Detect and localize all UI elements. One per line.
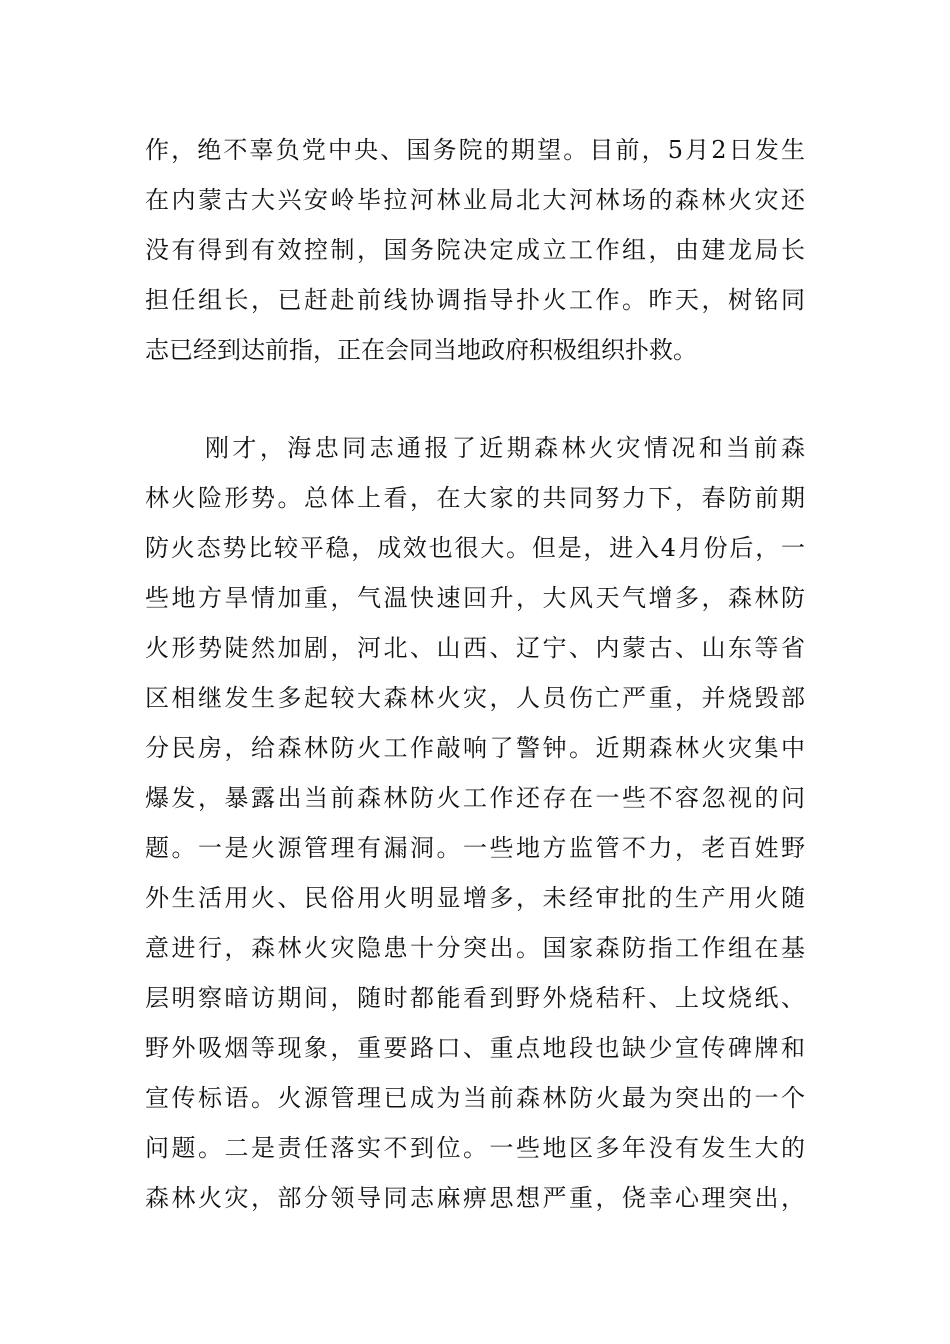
paragraph-line: 林火险形势。总体上看，在大家的共同努力下，春防前期 <box>145 484 805 512</box>
paragraph-line: 意进行，森林火灾隐患十分突出。国家森防指工作组在基 <box>145 934 805 962</box>
paragraph-line: 些地方旱情加重，气温快速回升，大风天气增多，森林防 <box>145 584 805 612</box>
paragraph-line: 爆发，暴露出当前森林防火工作还存在一些不容忽视的问 <box>145 784 805 812</box>
paragraph-line: 区相继发生多起较大森林火灾，人员伤亡严重，并烧毁部 <box>145 684 805 712</box>
paragraph-line: 外生活用火、民俗用火明显增多，未经审批的生产用火随 <box>145 884 805 912</box>
paragraph-line: 森林火灾，部分领导同志麻痹思想严重，侥幸心理突出， <box>145 1184 805 1212</box>
paragraph-line: 防火态势比较平稳，成效也很大。但是，进入4月份后，一 <box>145 534 805 562</box>
paragraph-line: 担任组长，已赶赴前线协调指导扑火工作。昨天，树铭同 <box>145 286 805 314</box>
paragraph-line: 野外吸烟等现象，重要路口、重点地段也缺少宣传碑牌和 <box>145 1034 805 1062</box>
paragraph-line: 问题。二是责任落实不到位。一些地区多年没有发生大的 <box>145 1134 805 1162</box>
paragraph-line: 宣传标语。火源管理已成为当前森林防火最为突出的一个 <box>145 1084 805 1112</box>
paragraph-line: 志已经到达前指，正在会同当地政府积极组织扑救。 <box>145 336 697 364</box>
paragraph-line: 火形势陡然加剧，河北、山西、辽宁、内蒙古、山东等省 <box>145 634 805 662</box>
paragraph-line: 层明察暗访期间，随时都能看到野外烧秸秆、上坟烧纸、 <box>145 984 805 1012</box>
paragraph-line: 作，绝不辜负党中央、国务院的期望。目前，5月2日发生 <box>145 136 805 164</box>
paragraph-line: 题。一是火源管理有漏洞。一些地方监管不力，老百姓野 <box>145 834 805 862</box>
paragraph-line: 没有得到有效控制，国务院决定成立工作组，由建龙局长 <box>145 236 805 264</box>
paragraph-line: 在内蒙古大兴安岭毕拉河林业局北大河林场的森林火灾还 <box>145 186 805 214</box>
paragraph-line: 分民房，给森林防火工作敲响了警钟。近期森林火灾集中 <box>145 734 805 762</box>
paragraph-line: 刚才，海忠同志通报了近期森林火灾情况和当前森 <box>205 434 805 462</box>
